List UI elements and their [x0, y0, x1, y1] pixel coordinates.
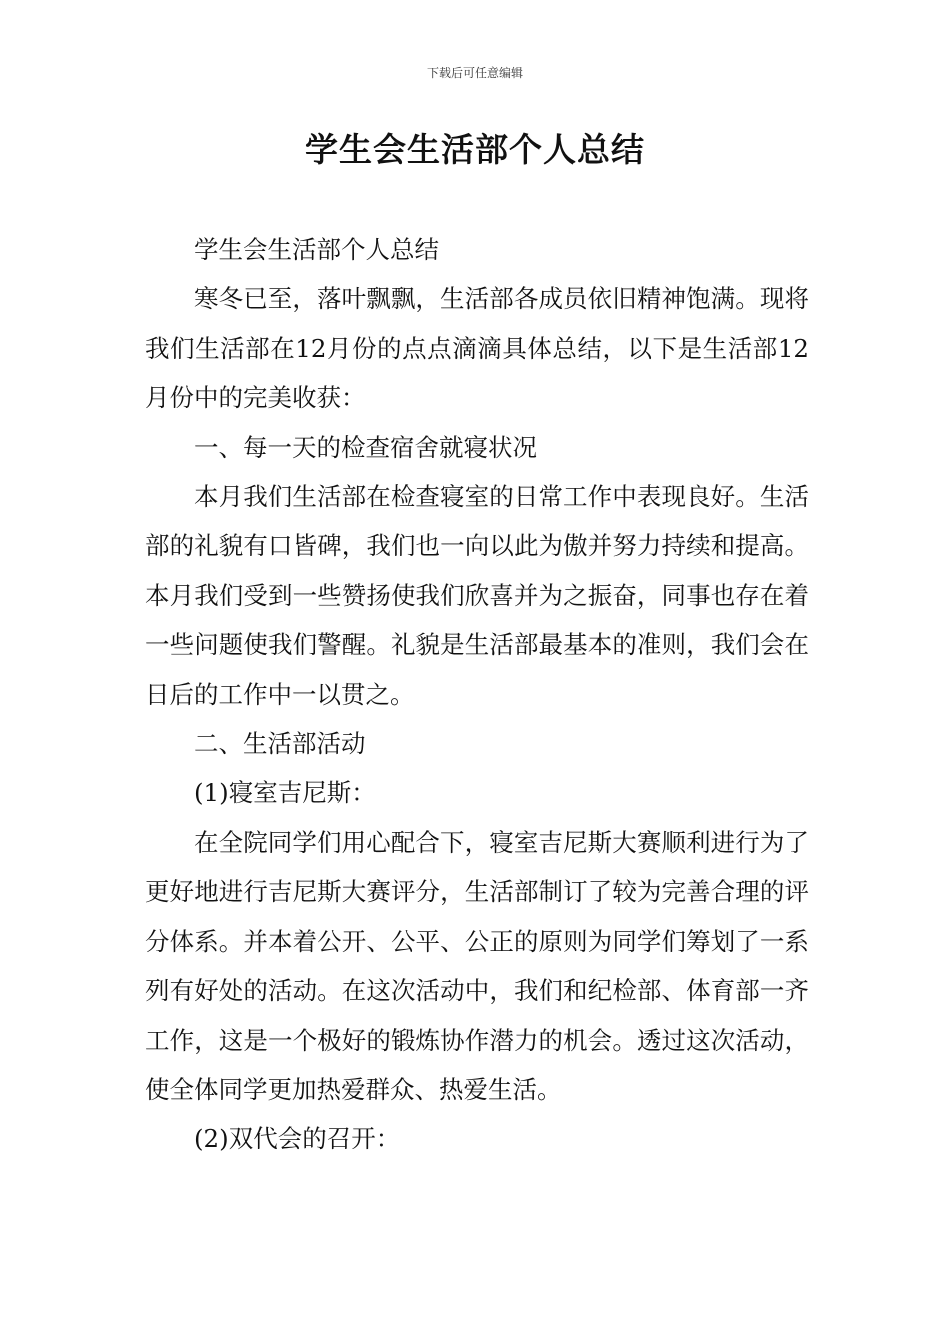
paragraph-guinness: 在全院同学们用心配合下，寝室吉尼斯大赛顺利进行为了更好地进行吉尼斯大赛评分，生活部制订了较为完善合理的评分体系。并本着公开、公平、公正的原则为同学们筹划了一系列有好处的活动。在这次活动中，我们和纪检部、体育部一齐工作，这是一个极好的锻炼协作潜力的机会。透过这次活动，使全体同学更加热爱群众、热爱生活。 — [145, 827, 809, 1104]
section-heading-1: 一、每一天的检查宿舍就寝状况 — [194, 432, 537, 462]
paragraph-dorm-check: 本月我们生活部在检查寝室的日常工作中表现良好。生活部的礼貌有口皆碑，我们也一向以此为傲并努力持续和提高。本月我们受到一些赞扬使我们欣喜并为之振奋，同事也存在着一些问题使我们警醒。礼貌是生活部最基本的准则，我们会在日后的工作中一以贯之。 — [145, 482, 809, 709]
subsection-heading-2: (2)双代会的召开： — [194, 1124, 401, 1154]
paragraph-subtitle: 学生会生活部个人总结 — [194, 235, 439, 264]
document-body — [145, 225, 809, 1164]
header-note: 下载后可任意编辑 — [426, 66, 523, 80]
paragraph-intro: 寒冬已至，落叶飘飘，生活部各成员依旧精神饱满。现将我们生活部在12月份的点点滴滴具体总结，以下是生活部12月份中的完美收获： — [145, 284, 809, 413]
subsection-heading-1: (1)寝室吉尼斯： — [194, 778, 376, 808]
document-title: 学生会生活部个人总结 — [305, 130, 645, 169]
section-heading-2: 二、生活部活动 — [194, 729, 366, 759]
